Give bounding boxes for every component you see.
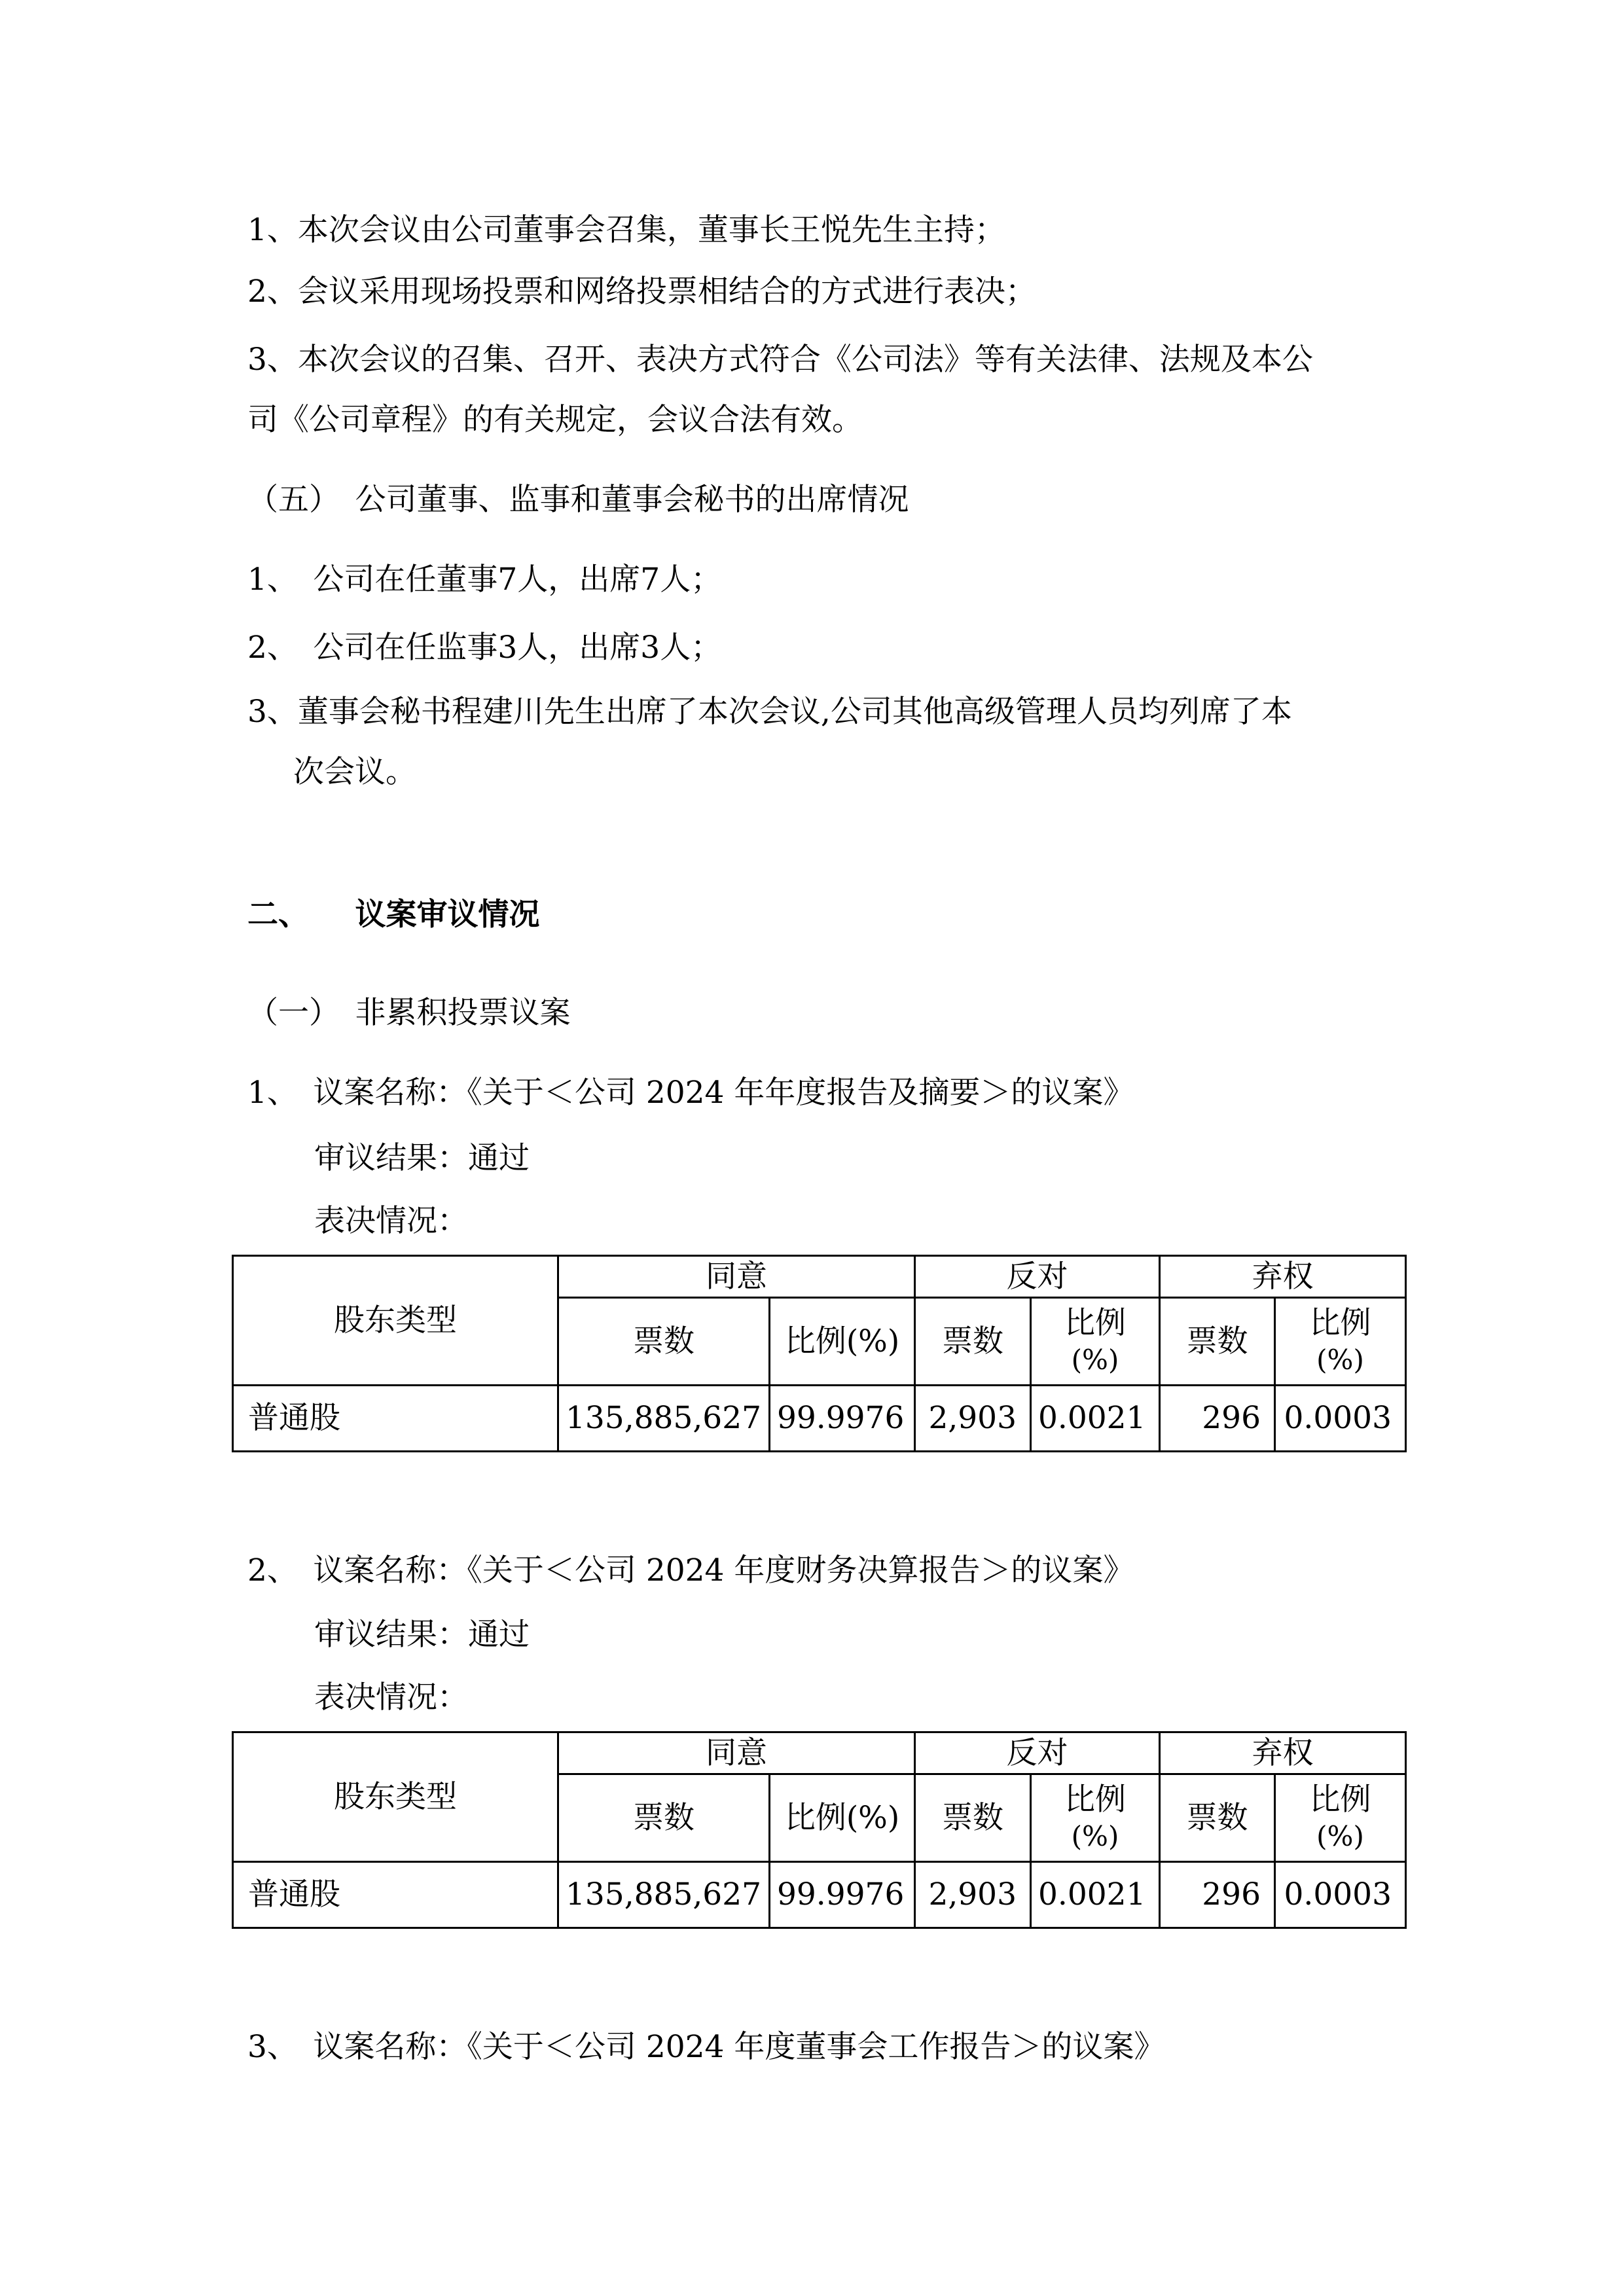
motion-2-vote-table [232,1731,1407,1929]
meeting-item-1: 1、本次会议由公司董事会召集，董事长王悦先生主持； [247,212,1005,248]
header-oppose: 反对 [915,1732,1160,1774]
attendance-item-1: 1、 公司在任董事7人，出席7人； [247,562,722,598]
table-row [233,1386,1406,1452]
header-oppose-votes: 票数 [915,1774,1031,1862]
oppose-ratio: 0.0021 [1031,1862,1160,1928]
section-2-heading: 二、 议案审议情况 [247,897,540,933]
agree-votes: 135,885,627 [558,1386,770,1452]
meeting-item-3-line2: 司《公司章程》的有关规定，会议合法有效。 [247,402,863,438]
abstain-ratio: 0.0003 [1275,1386,1406,1452]
motion-1-name: 1、 议案名称：《关于＜公司 2024 年年度报告及摘要＞的议案》 [247,1075,1134,1111]
row-type: 普通股 [233,1386,558,1452]
header-abstain: 弃权 [1160,1256,1406,1298]
header-agree-votes: 票数 [558,1298,770,1386]
header-shareholder-type: 股东类型 [233,1732,558,1862]
header-shareholder-type: 股东类型 [233,1256,558,1386]
agree-ratio: 99.9976 [770,1862,915,1928]
motion-2-result: 审议结果：通过 [314,1617,530,1653]
header-oppose-ratio: 比例 (%) [1031,1774,1160,1862]
header-abstain-ratio: 比例 (%) [1275,1298,1406,1386]
non-cumulative-heading: （一） 非累积投票议案 [247,995,571,1031]
motion-1-result: 审议结果：通过 [314,1140,530,1176]
attendance-item-2: 2、 公司在任监事3人，出席3人； [247,630,722,666]
agree-ratio: 99.9976 [770,1386,915,1452]
motion-1-vote-table [232,1255,1407,1452]
meeting-item-3-line1: 3、本次会议的召集、召开、表决方式符合《公司法》等有关法律、法规及本公 [247,342,1313,378]
header-oppose: 反对 [915,1256,1160,1298]
motion-1-vote-label: 表决情况： [314,1203,468,1239]
motion-2-vote-label: 表决情况： [314,1679,468,1715]
header-abstain-votes: 票数 [1160,1298,1275,1386]
header-abstain-votes: 票数 [1160,1774,1275,1862]
row-type: 普通股 [233,1862,558,1928]
attendance-heading: （五） 公司董事、监事和董事会秘书的出席情况 [247,482,909,518]
header-agree-ratio: 比例(%) [770,1774,915,1862]
header-oppose-ratio: 比例 (%) [1031,1298,1160,1386]
attendance-item-3-line1: 3、董事会秘书程建川先生出席了本次会议,公司其他高级管理人员均列席了本 [247,694,1292,730]
motion-3-name: 3、 议案名称：《关于＜公司 2024 年度董事会工作报告＞的议案》 [247,2029,1165,2065]
oppose-votes: 2,903 [915,1386,1031,1452]
meeting-item-2: 2、会议采用现场投票和网络投票相结合的方式进行表决； [247,274,1036,310]
header-agree-votes: 票数 [558,1774,770,1862]
attendance-item-3-line2: 次会议。 [293,754,416,790]
header-abstain-ratio: 比例 (%) [1275,1774,1406,1862]
agree-votes: 135,885,627 [558,1862,770,1928]
header-agree: 同意 [558,1256,915,1298]
table-row [233,1862,1406,1928]
header-abstain: 弃权 [1160,1732,1406,1774]
oppose-votes: 2,903 [915,1862,1031,1928]
abstain-ratio: 0.0003 [1275,1862,1406,1928]
header-agree: 同意 [558,1732,915,1774]
abstain-votes: 296 [1160,1862,1275,1928]
motion-2-name: 2、 议案名称：《关于＜公司 2024 年度财务决算报告＞的议案》 [247,1552,1134,1588]
header-oppose-votes: 票数 [915,1298,1031,1386]
header-agree-ratio: 比例(%) [770,1298,915,1386]
oppose-ratio: 0.0021 [1031,1386,1160,1452]
abstain-votes: 296 [1160,1386,1275,1452]
